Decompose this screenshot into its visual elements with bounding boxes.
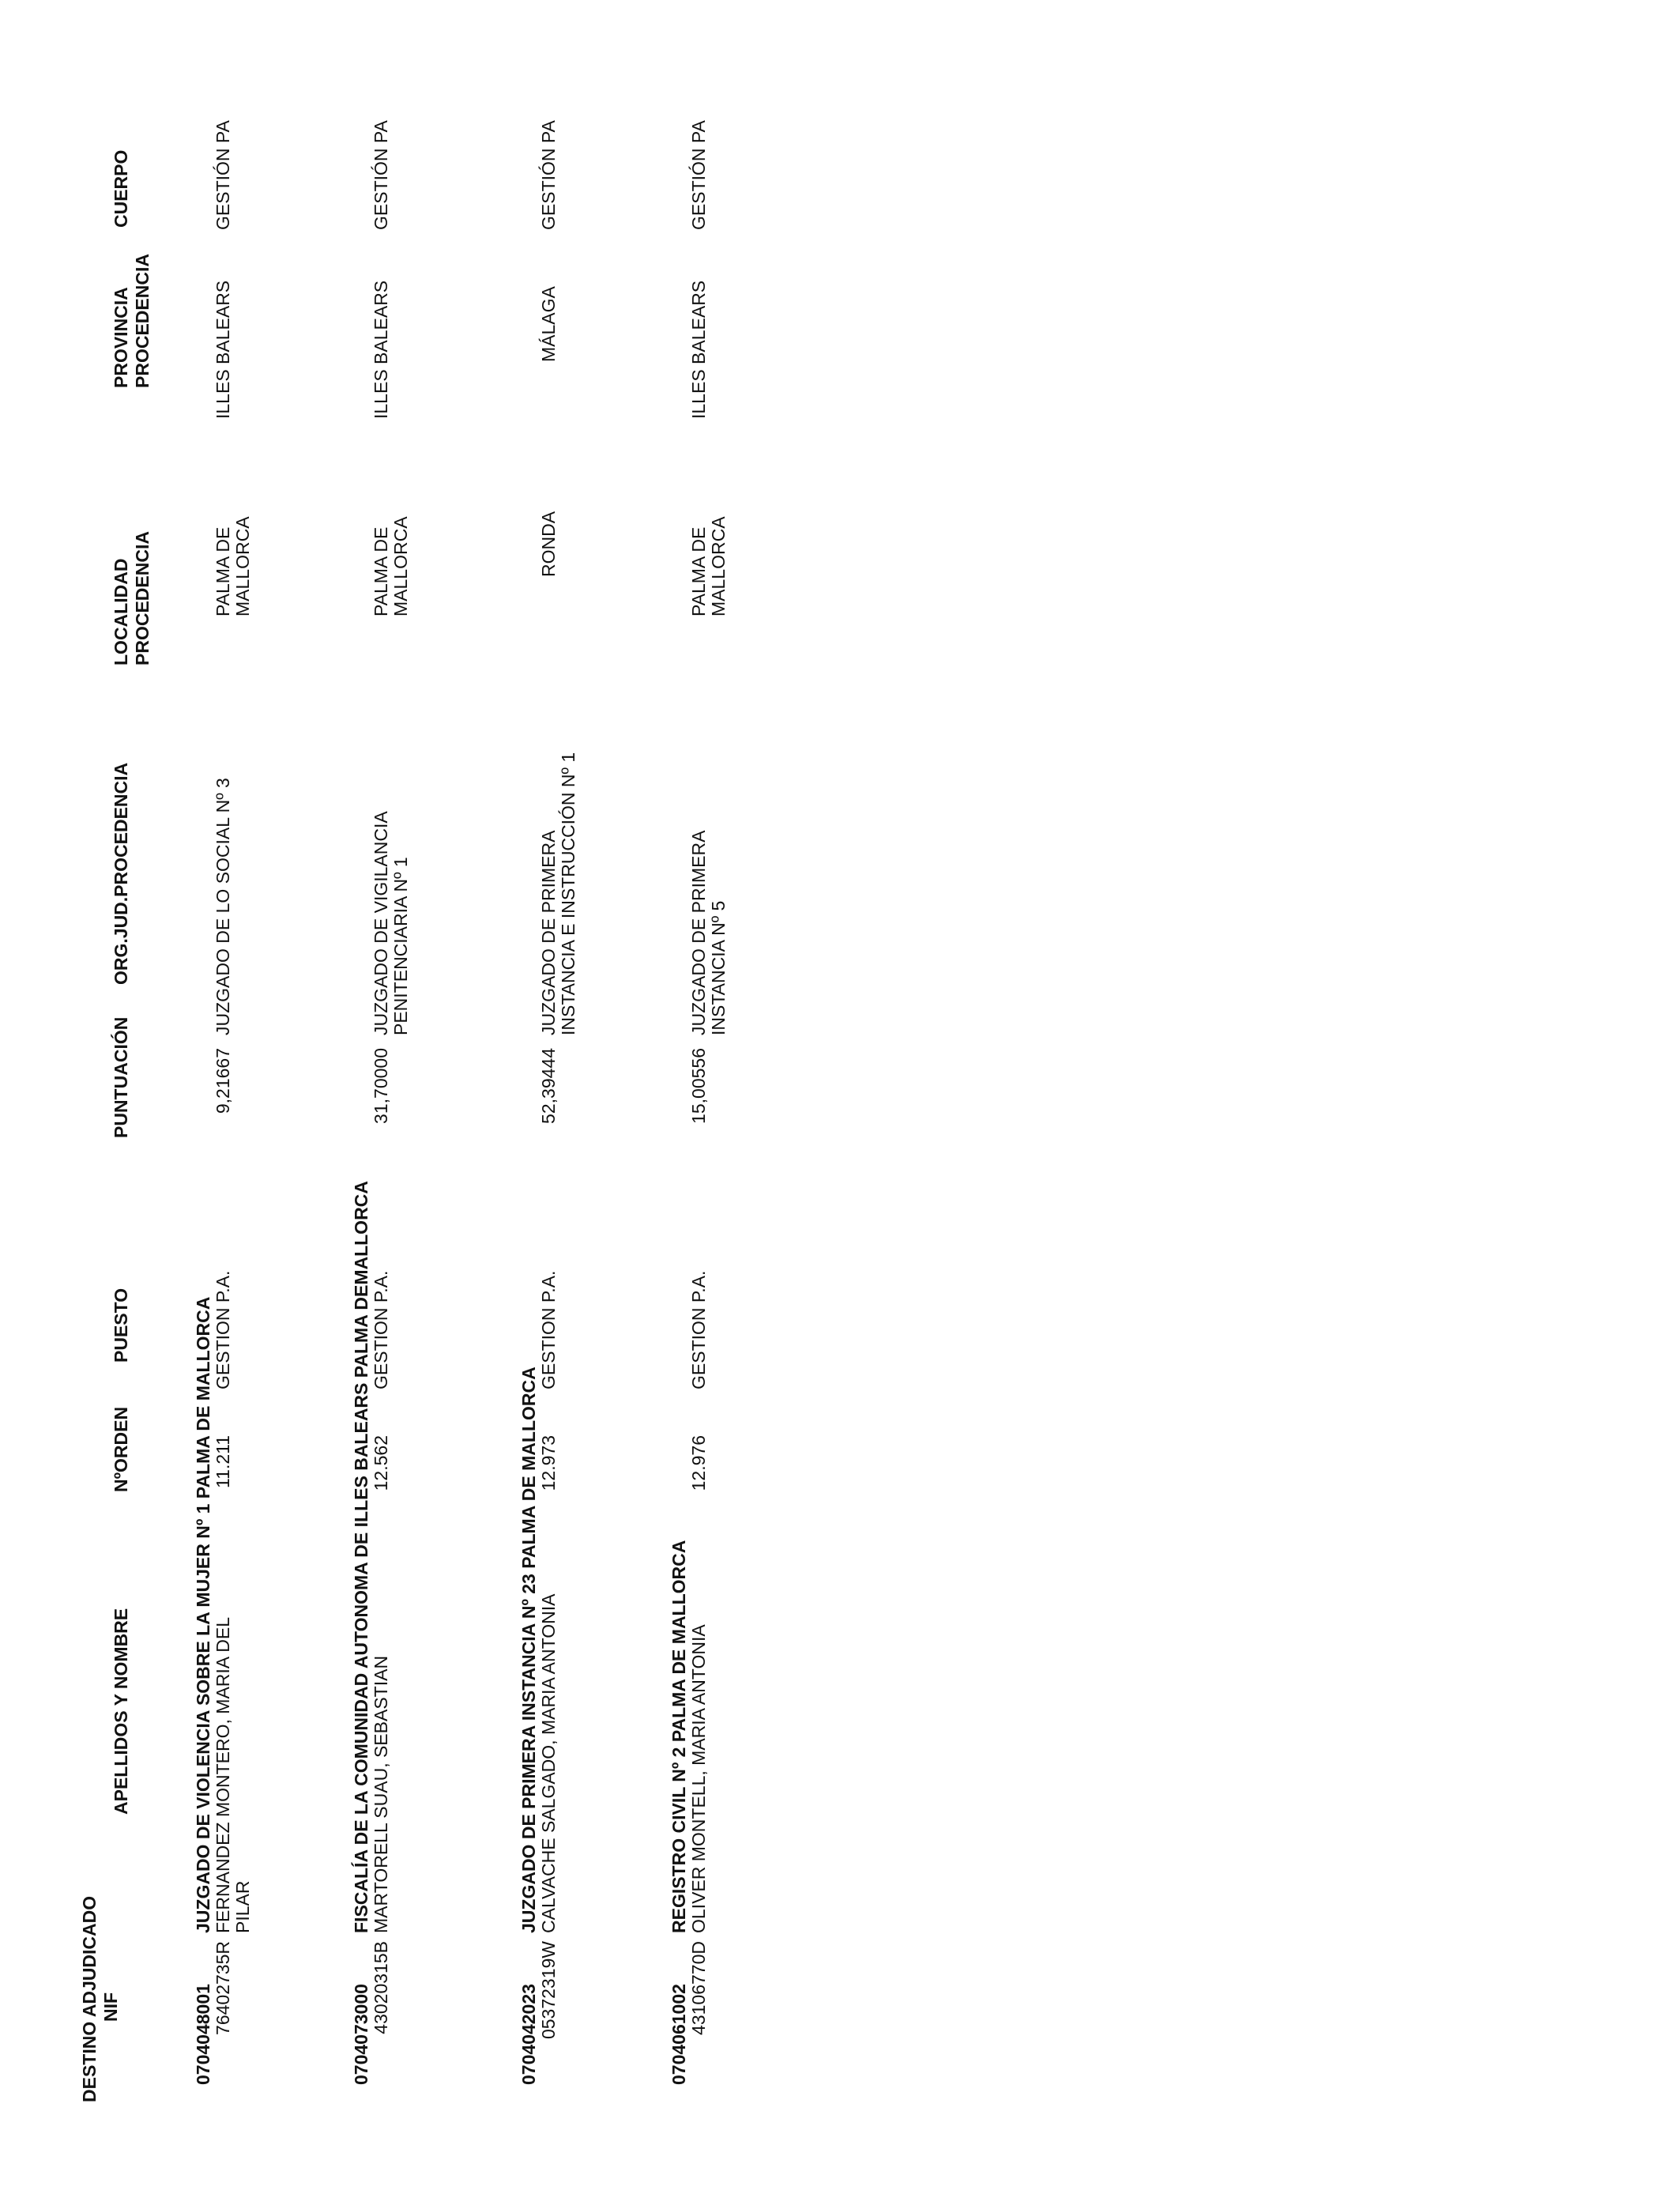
group-4-localidad: PALMA DE MALLORCA: [688, 516, 729, 616]
group-3-nif: 05372319W: [538, 1941, 559, 2040]
header-norden: NºORDEN: [111, 1406, 131, 1492]
group-1-norden: 11.211: [213, 1435, 233, 1488]
header-puesto: PUESTO: [111, 1287, 131, 1363]
group-1-nif: 76402735R: [213, 1941, 233, 2035]
group-3-destino: JUZGADO DE PRIMERA INSTANCIA Nº 23 PALMA DE MALLORCA: [518, 1367, 539, 1933]
header-destino-adjudicado: DESTINO ADJUDICADO: [79, 1895, 100, 2102]
group-3-puesto: GESTION P.A.: [538, 1270, 559, 1389]
group-2-cuerpo: GESTIÓN PA: [371, 120, 391, 230]
group-4-norden: 12.976: [688, 1435, 709, 1491]
header-puntuacion: PUNTUACIÓN: [111, 1016, 131, 1138]
group-1-destino: JUZGADO DE VIOLENCIA SOBRE LA MUJER Nº 1 PALMA DE MALLORCA: [193, 1296, 213, 1933]
group-3-code: 0704042023: [518, 1984, 539, 2085]
group-2-destino: FISCALÍA DE LA COMUNIDAD AUTONOMA DE ILLES BALEARS PALMA DEMALLORCA: [351, 1181, 371, 1933]
group-3-puntuacion: 52,39444: [538, 1048, 559, 1124]
group-3-norden: 12.973: [538, 1435, 559, 1491]
group-2-puesto: GESTION P.A.: [371, 1270, 391, 1389]
group-2-code: 0704073000: [351, 1984, 371, 2085]
group-4-code: 0704061002: [669, 1984, 689, 2085]
group-1-cuerpo: GESTIÓN PA: [213, 120, 233, 230]
group-4-nif: 43106770D: [688, 1941, 709, 2035]
group-4-provincia: ILLES BALEARS: [688, 280, 709, 419]
group-2-puntuacion: 31,70000: [371, 1048, 391, 1124]
group-1-localidad: PALMA DE MALLORCA: [213, 516, 253, 616]
group-1-puesto: GESTION P.A.: [213, 1270, 233, 1389]
group-2-org: JUZGADO DE VIGILANCIA PENITENCIARIA Nº 1: [371, 811, 411, 1035]
group-4-puntuacion: 15,00556: [688, 1048, 709, 1124]
header-nif: NIF: [100, 1992, 121, 2022]
group-3-nombre: CALVACHE SALGADO, MARIA ANTONIA: [538, 1593, 559, 1933]
group-2-nombre: MARTORELL SUAU, SEBASTIAN: [371, 1655, 391, 1933]
group-4-puesto: GESTION P.A.: [688, 1270, 709, 1389]
group-4-org: JUZGADO DE PRIMERA INSTANCIA Nº 5: [688, 830, 729, 1035]
group-3-org: JUZGADO DE PRIMERA INSTANCIA E INSTRUCCIÓN Nº 1: [538, 752, 578, 1035]
group-3-cuerpo: GESTIÓN PA: [538, 120, 559, 230]
group-3-localidad: RONDA: [538, 511, 559, 577]
group-2-nif: 43020315B: [371, 1941, 391, 2034]
group-1-nombre: FERNANDEZ MONTERO, MARIA DEL PILAR: [213, 1617, 253, 1933]
header-org-jud-procedencia: ORG.JUD.PROCEDENCIA: [111, 762, 131, 985]
header-localidad: LOCALIDAD PROCEDENCIA: [111, 531, 153, 665]
group-4-nombre: OLIVER MONTELL, MARIA ANTONIA: [688, 1624, 709, 1933]
group-1-org: JUZGADO DE LO SOCIAL Nº 3: [213, 778, 233, 1035]
header-apellidos-nombre: APELLIDOS Y NOMBRE: [111, 1608, 131, 1815]
group-2-norden: 12.562: [371, 1435, 391, 1491]
group-4-destino: REGISTRO CIVIL Nº 2 PALMA DE MALLORCA: [669, 1540, 689, 1933]
header-provincia: PROVINCIA PROCEDENCIA: [111, 254, 153, 388]
group-1-provincia: ILLES BALEARS: [213, 280, 233, 419]
header-cuerpo: CUERPO: [111, 149, 131, 228]
group-1-code: 0704048001: [193, 1984, 213, 2085]
group-4-cuerpo: GESTIÓN PA: [688, 120, 709, 230]
group-2-localidad: PALMA DE MALLORCA: [371, 516, 411, 616]
group-2-provincia: ILLES BALEARS: [371, 280, 391, 419]
group-1-puntuacion: 9,21667: [213, 1048, 233, 1114]
group-3-provincia: MÁLAGA: [538, 286, 559, 362]
